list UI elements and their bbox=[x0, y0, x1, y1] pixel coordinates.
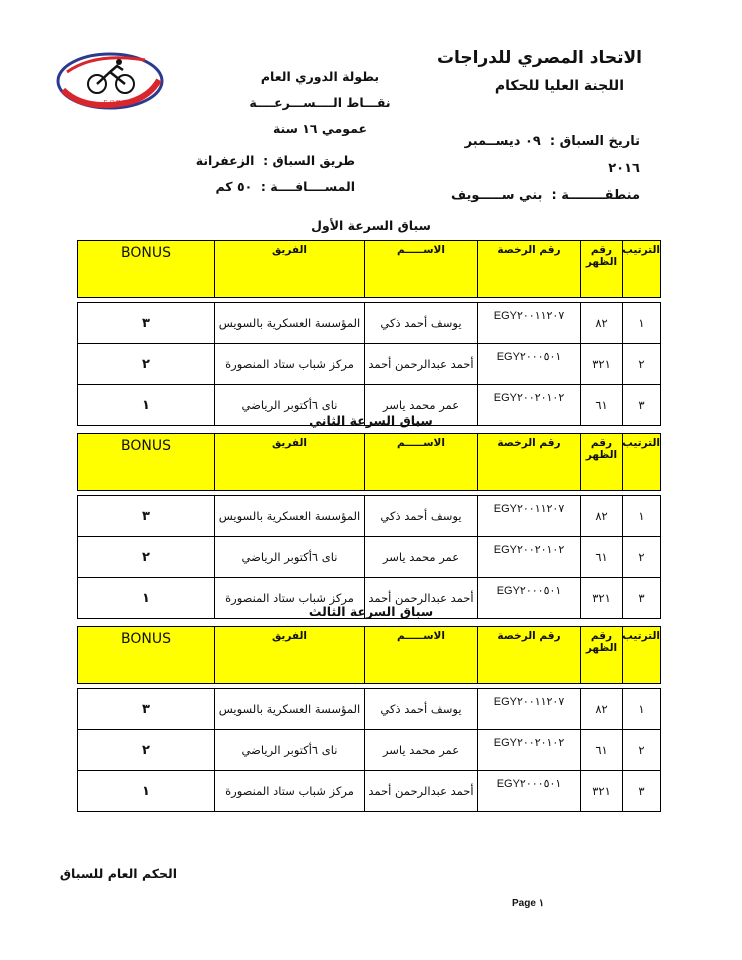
cell-name: أحمد عبدالرحمن أحمد bbox=[365, 578, 478, 619]
column-header-license: رقم الرخصة bbox=[478, 434, 581, 491]
table-row bbox=[78, 730, 661, 771]
organization-name: الاتحاد المصري للدراجات bbox=[436, 48, 642, 68]
cell-team: مركز شباب ستاد المنصورة bbox=[215, 771, 365, 812]
race-date-value: ٠٩ ديســمبر ٢٠١٦ bbox=[464, 134, 640, 176]
cell-team: المؤسسة العسكرية بالسويس bbox=[215, 303, 365, 344]
cell-rank: ١ bbox=[623, 689, 661, 730]
cell-rank: ١ bbox=[623, 496, 661, 537]
cell-rank: ٢ bbox=[623, 344, 661, 385]
route-value: الزعفرانة bbox=[195, 153, 255, 168]
cell-name: يوسف أحمد ذكي bbox=[365, 689, 478, 730]
cell-bib: ٦١ bbox=[581, 385, 623, 426]
organization-header bbox=[437, 48, 642, 94]
cell-bib: ٨٢ bbox=[581, 303, 623, 344]
cell-name: أحمد عبدالرحمن أحمد bbox=[365, 771, 478, 812]
cell-bonus: ٣ bbox=[78, 689, 215, 730]
cell-team: ناى ٦أكتوبر الرياضي bbox=[215, 537, 365, 578]
cell-bonus: ١ bbox=[78, 578, 215, 619]
table-row bbox=[78, 303, 661, 344]
table-header-row bbox=[78, 627, 661, 684]
cell-license: EGY٢٠٠١١٢٠٧ bbox=[478, 496, 581, 537]
cell-rank: ٢ bbox=[623, 537, 661, 578]
column-header-team: الفريق bbox=[215, 627, 365, 684]
cell-name: عمر محمد ياسر bbox=[365, 537, 478, 578]
cell-license: EGY٢٠٠٢٠١٠٢ bbox=[478, 385, 581, 426]
column-header-bib: رقم الظهر bbox=[581, 627, 623, 684]
cell-bonus: ٣ bbox=[78, 303, 215, 344]
cell-name: يوسف أحمد ذكي bbox=[365, 303, 478, 344]
cyclist-logo-icon bbox=[55, 50, 165, 112]
region-value: بني ســـــويف bbox=[451, 188, 543, 203]
cell-team: مركز شباب ستاد المنصورة bbox=[215, 344, 365, 385]
cell-bib: ٨٢ bbox=[581, 689, 623, 730]
cell-rank: ١ bbox=[623, 303, 661, 344]
cell-bib: ٣٢١ bbox=[581, 344, 623, 385]
chief-referee-label: الحكم العام للسباق bbox=[59, 866, 177, 881]
championship-title: بطولة الدوري العام bbox=[260, 69, 380, 84]
stage-results-table bbox=[77, 626, 661, 812]
stage-title: سباق السرعة الثالث bbox=[308, 604, 434, 619]
svg-text:E.C.F: E.C.F bbox=[103, 100, 120, 107]
table-row bbox=[78, 537, 661, 578]
committee-name: اللجنة العليا للحكام bbox=[494, 78, 624, 94]
table-row bbox=[78, 771, 661, 812]
cell-license: EGY٢٠٠٠٥٠١ bbox=[478, 771, 581, 812]
route-label: طريق السباق : bbox=[263, 153, 355, 168]
column-header-bib: رقم الظهر bbox=[581, 241, 623, 298]
column-header-rank: الترتيب bbox=[623, 241, 661, 298]
cell-name: أحمد عبدالرحمن أحمد bbox=[365, 344, 478, 385]
cell-team: مركز شباب ستاد المنصورة bbox=[215, 578, 365, 619]
page-number: Page ١ bbox=[512, 898, 545, 909]
column-header-team: الفريق bbox=[215, 434, 365, 491]
table-header-row bbox=[78, 241, 661, 298]
cell-bonus: ٢ bbox=[78, 537, 215, 578]
cell-bib: ٣٢١ bbox=[581, 578, 623, 619]
cell-bib: ٨٢ bbox=[581, 496, 623, 537]
cell-rank: ٢ bbox=[623, 730, 661, 771]
cell-license: EGY٢٠٠٢٠١٠٢ bbox=[478, 537, 581, 578]
cell-bib: ٦١ bbox=[581, 730, 623, 771]
distance-value: ٥٠ كم bbox=[215, 179, 253, 194]
column-header-rank: الترتيب bbox=[623, 627, 661, 684]
table-row bbox=[78, 496, 661, 537]
cell-team: ناى ٦أكتوبر الرياضي bbox=[215, 385, 365, 426]
cell-license: EGY٢٠٠١١٢٠٧ bbox=[478, 689, 581, 730]
race-info bbox=[430, 128, 640, 209]
race-date-label: تاريخ السباق : bbox=[549, 134, 640, 149]
column-header-rank: الترتيب bbox=[623, 434, 661, 491]
cell-name: عمر محمد ياسر bbox=[365, 385, 478, 426]
column-header-bonus: BONUS bbox=[78, 434, 215, 491]
cell-team: المؤسسة العسكرية بالسويس bbox=[215, 689, 365, 730]
championship-block bbox=[230, 64, 410, 142]
cell-bib: ٣٢١ bbox=[581, 771, 623, 812]
column-header-bib: رقم الظهر bbox=[581, 434, 623, 491]
cell-bonus: ٢ bbox=[78, 344, 215, 385]
cell-team: ناى ٦أكتوبر الرياضي bbox=[215, 730, 365, 771]
cell-bonus: ١ bbox=[78, 771, 215, 812]
cell-bonus: ٣ bbox=[78, 496, 215, 537]
stage-results-table bbox=[77, 433, 661, 619]
column-header-name: الاســـــم bbox=[365, 434, 478, 491]
stage-title: سباق السرعة الأول bbox=[311, 218, 431, 233]
cell-license: EGY٢٠٠١١٢٠٧ bbox=[478, 303, 581, 344]
cell-bonus: ٢ bbox=[78, 730, 215, 771]
table-row bbox=[78, 344, 661, 385]
cell-name: يوسف أحمد ذكي bbox=[365, 496, 478, 537]
column-header-license: رقم الرخصة bbox=[478, 627, 581, 684]
cell-rank: ٣ bbox=[623, 578, 661, 619]
cell-bonus: ١ bbox=[78, 385, 215, 426]
cell-bib: ٦١ bbox=[581, 537, 623, 578]
federation-logo bbox=[55, 50, 165, 112]
route-info bbox=[175, 148, 355, 200]
stage-results-table bbox=[77, 240, 661, 426]
column-header-bonus: BONUS bbox=[78, 241, 215, 298]
cell-license: EGY٢٠٠٠٥٠١ bbox=[478, 578, 581, 619]
age-group: عمومي ١٦ سنة bbox=[272, 121, 368, 136]
column-header-bonus: BONUS bbox=[78, 627, 215, 684]
stage-title: سباق السرعة الثاني bbox=[309, 413, 433, 428]
cell-name: عمر محمد ياسر bbox=[365, 730, 478, 771]
cell-rank: ٣ bbox=[623, 385, 661, 426]
table-row bbox=[78, 689, 661, 730]
region-label: منطقــــــــة : bbox=[551, 188, 640, 203]
column-header-team: الفريق bbox=[215, 241, 365, 298]
cell-team: المؤسسة العسكرية بالسويس bbox=[215, 496, 365, 537]
cell-rank: ٣ bbox=[623, 771, 661, 812]
column-header-license: رقم الرخصة bbox=[478, 241, 581, 298]
column-header-name: الاســـــم bbox=[365, 627, 478, 684]
column-header-name: الاســـــم bbox=[365, 241, 478, 298]
table-header-row bbox=[78, 434, 661, 491]
points-category: نقـــاط الــــســـرعــــة bbox=[249, 95, 391, 110]
cell-license: EGY٢٠٠٢٠١٠٢ bbox=[478, 730, 581, 771]
cell-license: EGY٢٠٠٠٥٠١ bbox=[478, 344, 581, 385]
distance-label: المســــافــــة : bbox=[260, 179, 355, 194]
